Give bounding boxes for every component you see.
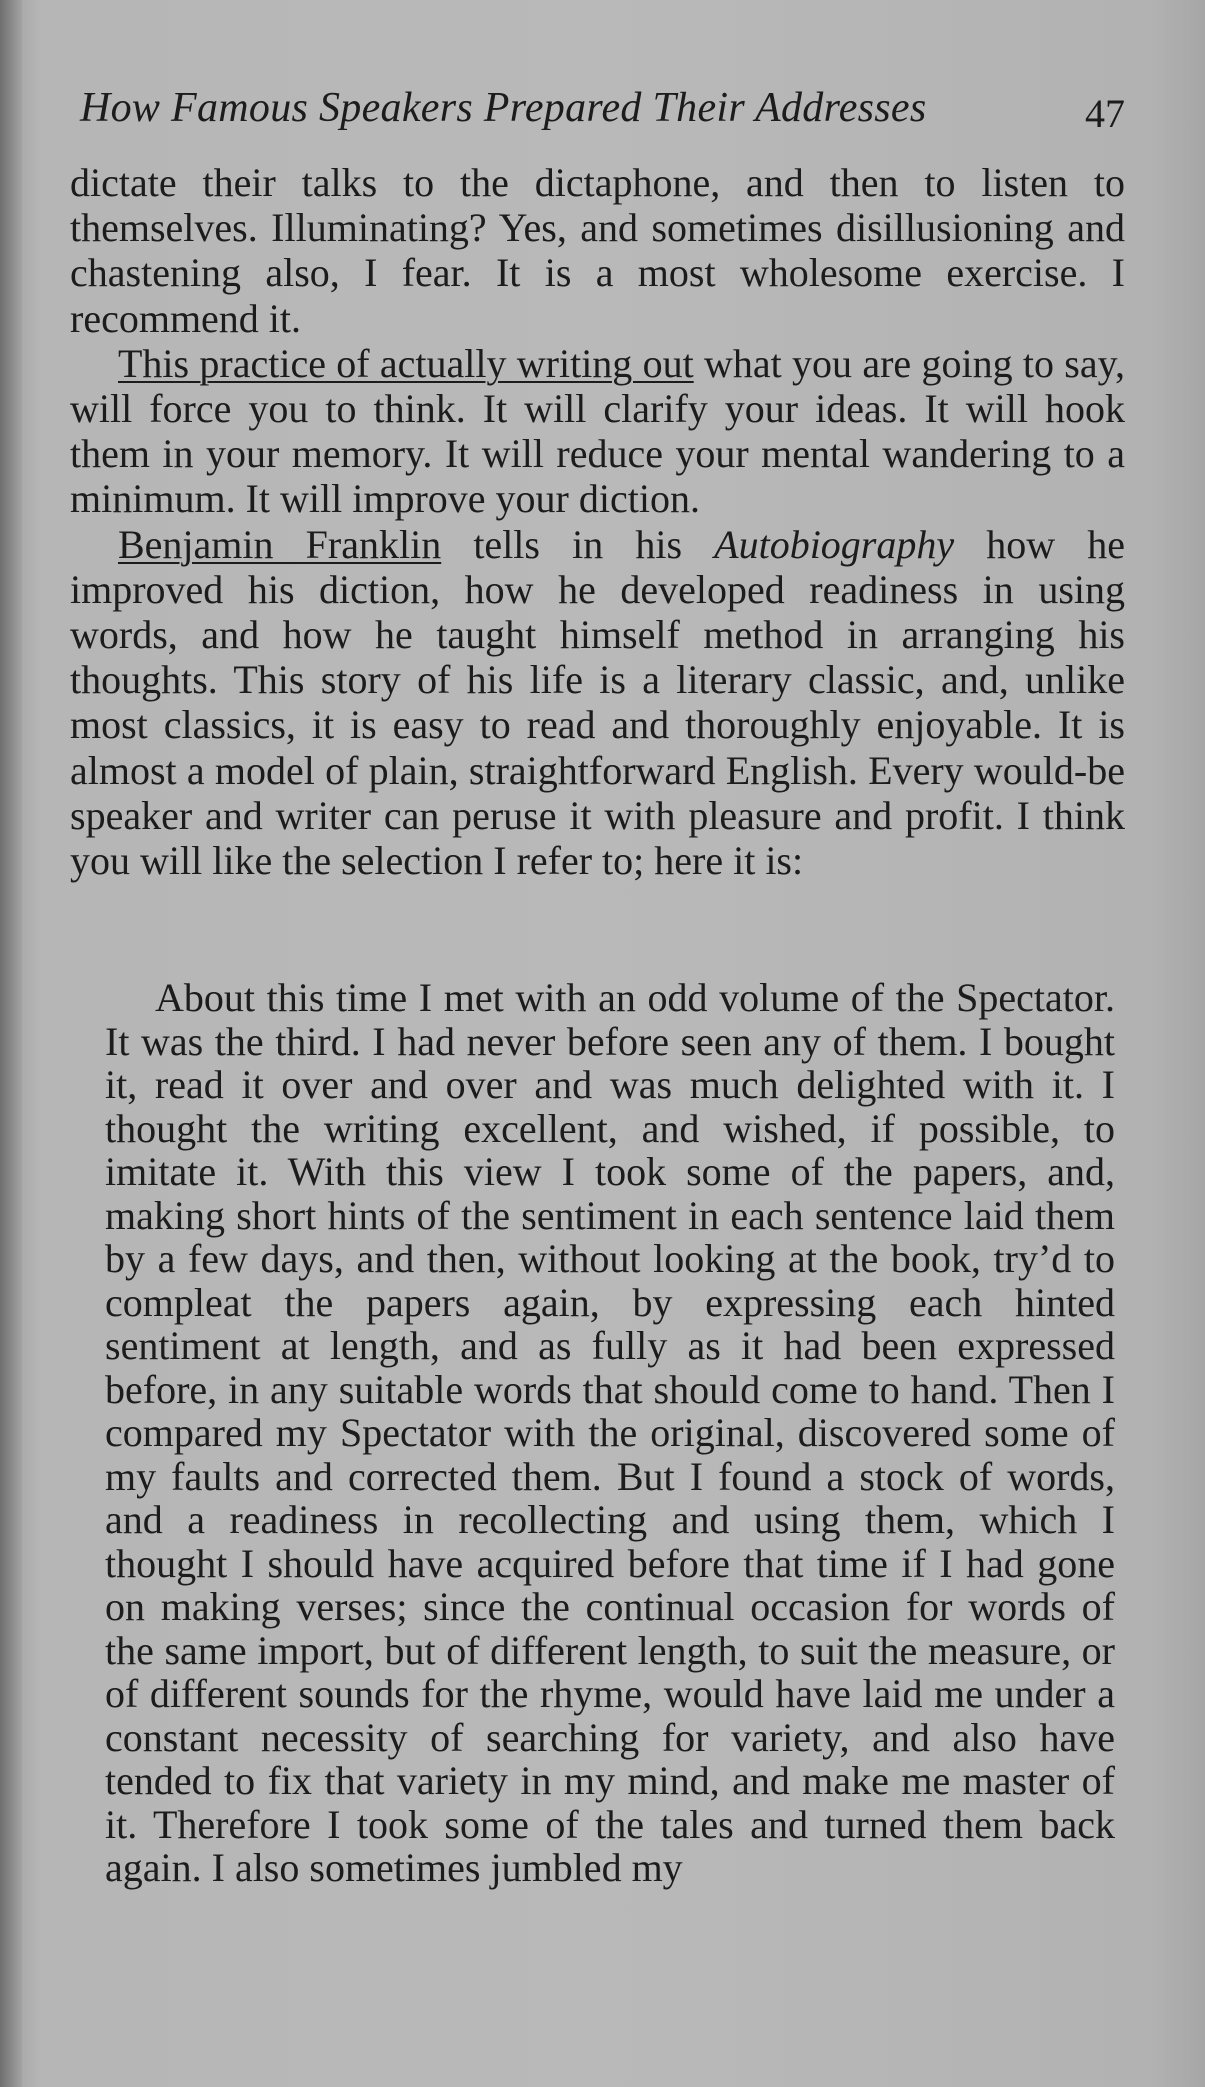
quote-paragraph: About this time I met with an odd volume of the Spectator. It was the third. I had never before seen any of them. I bought it, read it over and over and was much delighted with it. I thought the writing excellent, and wished, if possible, to imitate it. With this view I took some of the papers, and, making short hints of the sentiment in each sentence laid them by a few days, and then, without looking at the book, try’d to compleat the papers again, by expressing each hinted sentiment at length, and as fully as it had been expressed before, in any suitable words that should come to hand. Then I compared my Spectator with the original, discovered some of my faults and corrected them. But I found a stock of words, and a readiness in recollecting and using them, which I thought I should have acquired before that time if I had gone on making verses; since the continual occasion for words of the same import, but of different length, to suit the measure, or of different sounds for the rhyme, would have laid me under a constant necessity of searching for variety, and also have tended to fix that variety in my mind, and make me master of it. Therefore I took some of the tales and turned them back again. I also sometimes jumbled my xyxy=(105,975,1115,1890)
page-header xyxy=(80,84,1125,144)
page-gutter-shadow xyxy=(0,0,22,2087)
page-number: 47 xyxy=(1085,91,1125,136)
paragraph-3-text-b: how he improved his diction, how he developed readiness in using words, and how he taught himself method in arranging his thoughts. This story of his life is a literary classic, and, unlike most classics, it is easy to read and thoroughly enjoyable. It is almost a model of plain, straightforward English. Every would-be speaker and writer can peruse it with pleasure and profit. I think you will like the selection I refer to; here it is: xyxy=(70,521,1126,884)
book-title-autobiography: Autobiography xyxy=(714,521,955,567)
paragraph-3 xyxy=(70,522,1125,884)
paragraph-2 xyxy=(70,341,1125,522)
paragraph-3-text-a: tells in his xyxy=(441,521,715,567)
underlined-name-franklin: Benjamin Franklin xyxy=(118,521,442,567)
underlined-phrase-writing-out: This practice of actually writing out xyxy=(118,340,694,386)
running-head: How Famous Speakers Prepared Their Addresses xyxy=(80,85,927,131)
block-quote xyxy=(105,976,1115,1890)
paragraph-1: dictate their talks to the dictaphone, and then to listen to themselves. Illuminating? Yes, and sometimes disillusioning and chastening also, I fear. It is a most wholesome exercise. I recommend it. xyxy=(70,160,1125,341)
paragraph-2-text: what you are going to say, will force you to think. It will clarify your ideas. It will hook them in your memory. It will reduce your mental wandering to a minimum. It will improve your diction. xyxy=(70,340,1125,522)
main-text xyxy=(70,160,1125,883)
